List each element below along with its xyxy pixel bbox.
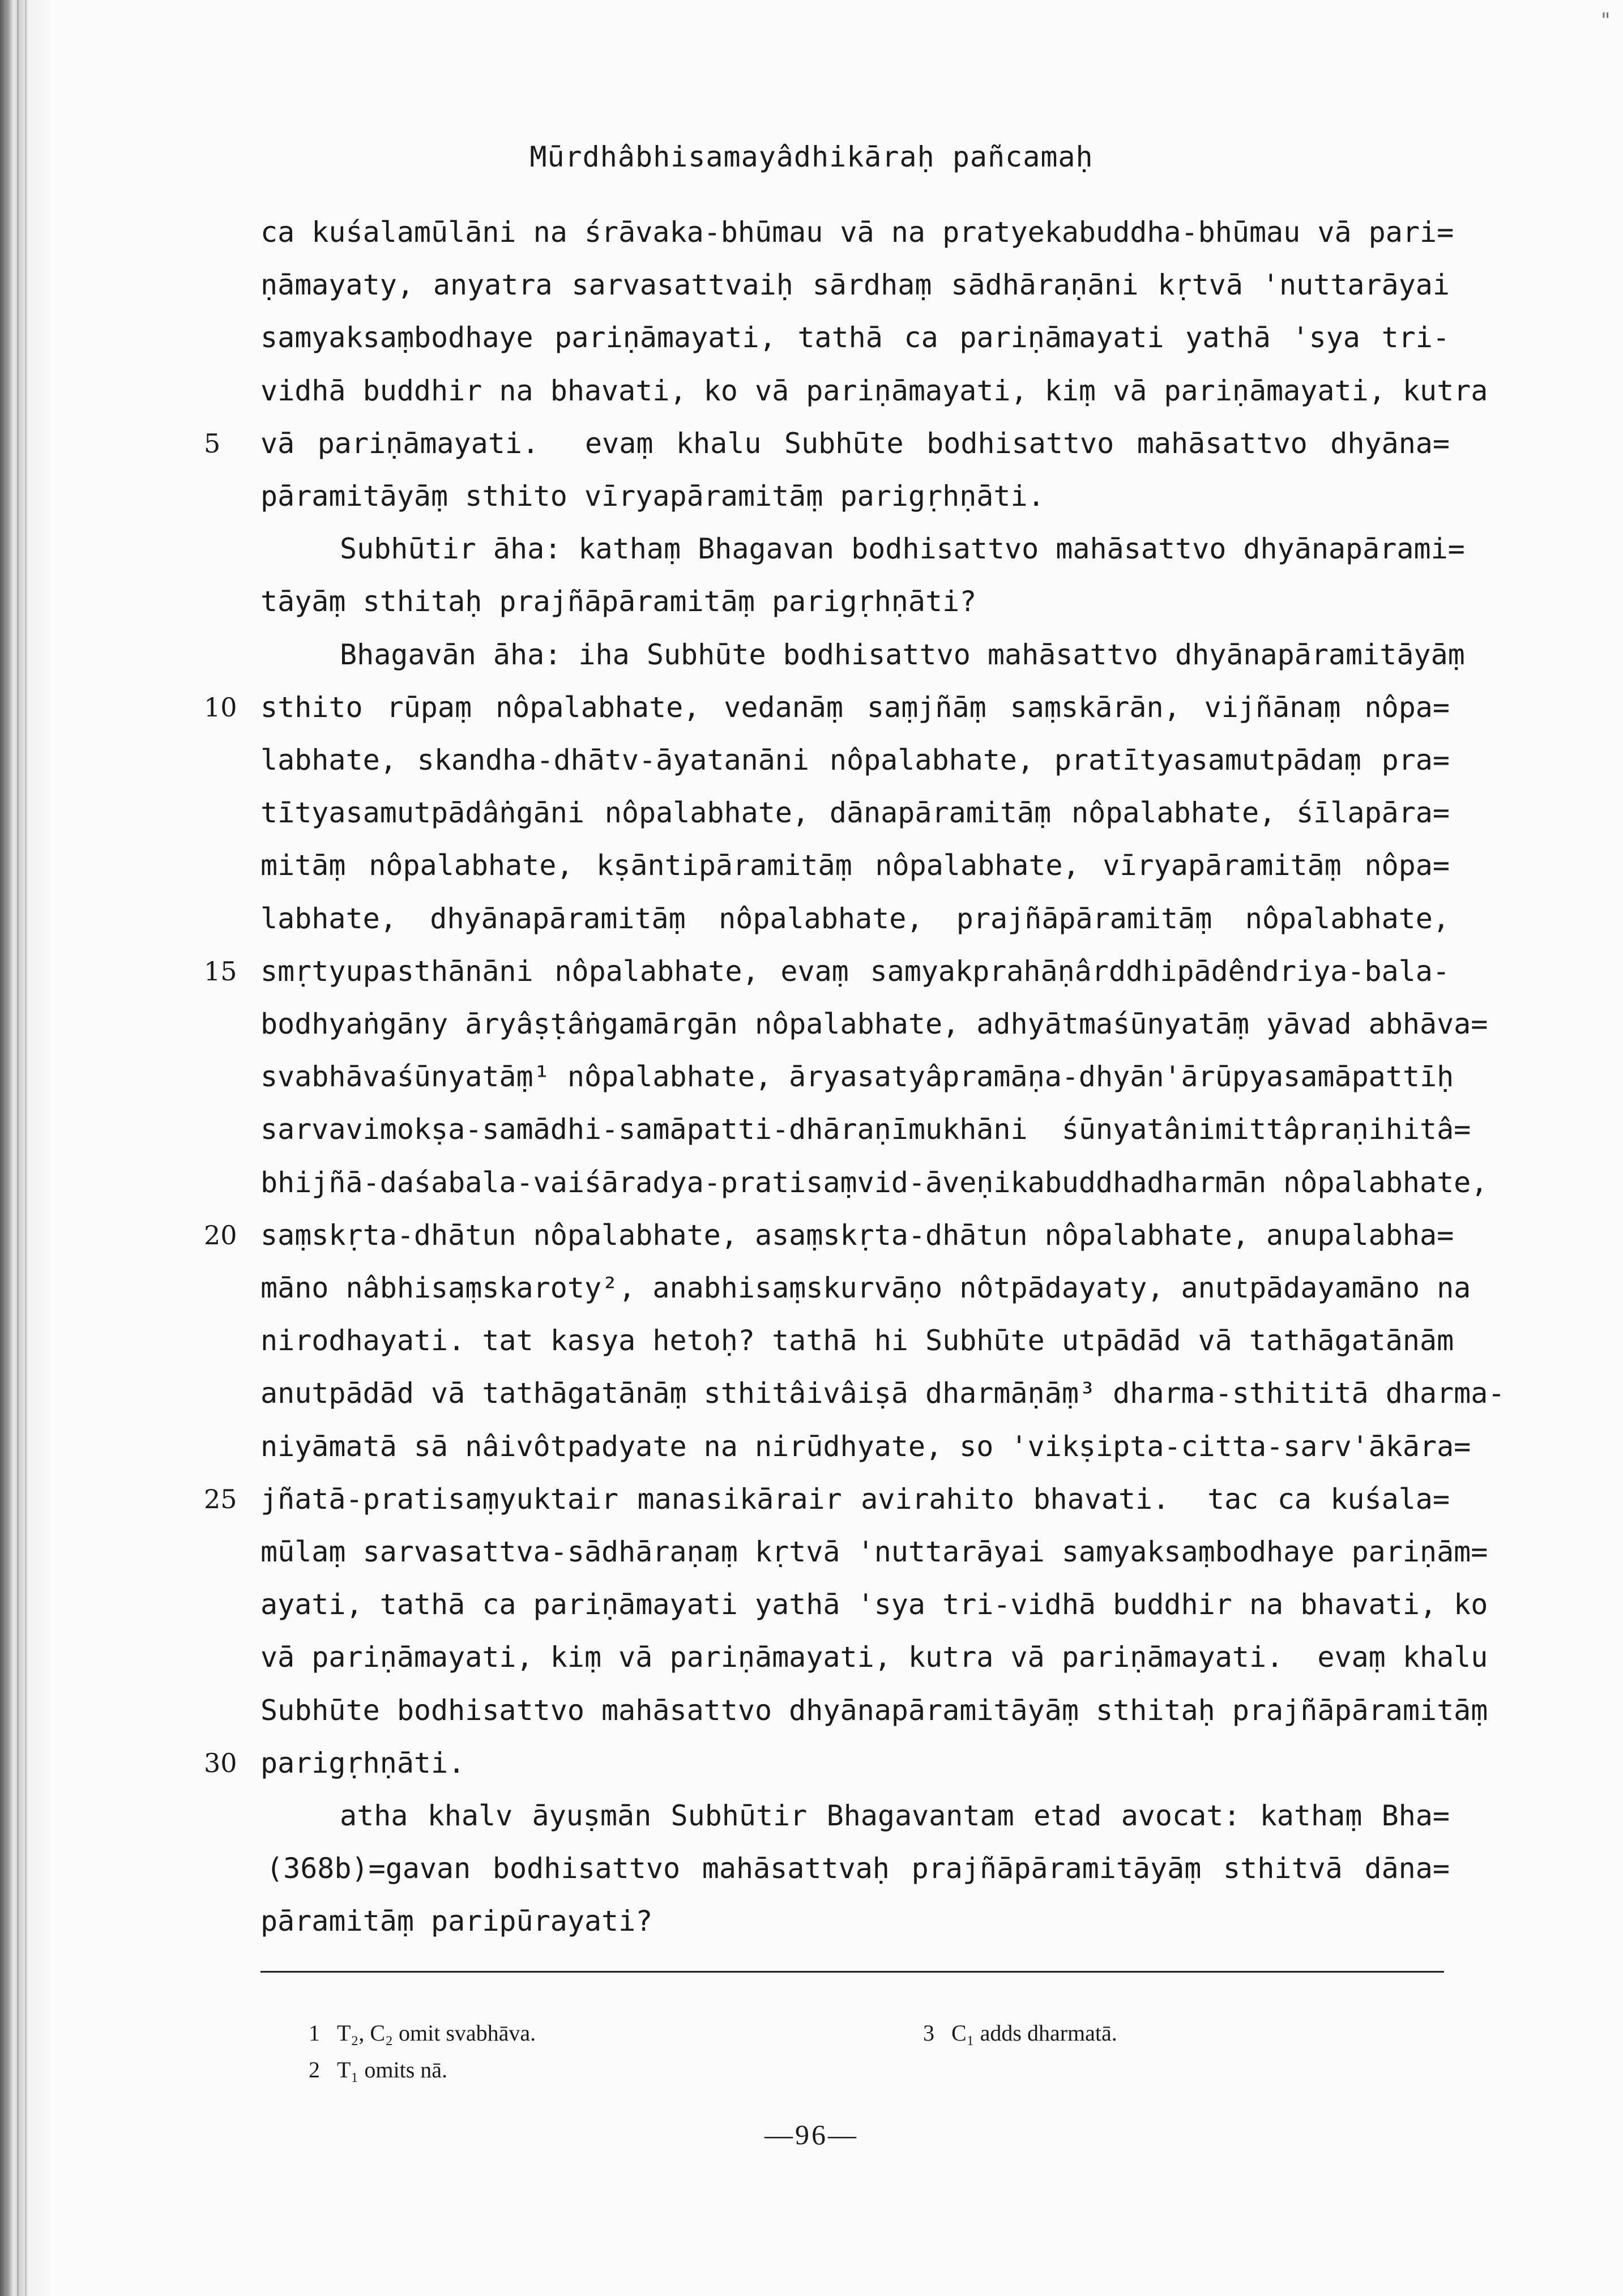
scan-edge-line bbox=[5, 0, 6, 2296]
scan-edge-line bbox=[17, 0, 19, 2296]
text-line: jñatā-pratisaṃyuktair manasikārair avirahito bhavati. tac ca kuśala= bbox=[260, 1483, 1450, 1516]
footnote-text: T₂, C₂ omit svabhāva. bbox=[337, 2020, 536, 2046]
footnote-number: 3 bbox=[923, 2020, 934, 2046]
page-number: —96— bbox=[764, 2119, 859, 2150]
footnote-2 bbox=[297, 2019, 448, 2082]
text-line: atha khalv āyuṣmān Subhūtir Bhagavantam etad avocat: kathaṃ Bha= bbox=[340, 1799, 1450, 1832]
text-line: smṛtyupasthānāni nôpalabhate, evaṃ samyakprahāṇârddhipādêndriya-bala- bbox=[260, 955, 1450, 988]
footnote-text: T₁ omits nā. bbox=[337, 2057, 448, 2082]
line-number: 15 bbox=[204, 956, 237, 987]
page-header: Mūrdhâbhisamayâdhikāraḥ pañcamaḥ bbox=[529, 140, 1094, 173]
text-line: saṃskṛta-dhātun nôpalabhate, asaṃskṛta-dhātun nôpalabhate, anupalabha= bbox=[260, 1219, 1454, 1252]
line-number: 25 bbox=[204, 1484, 237, 1514]
text-line: pāramitāyāṃ sthito vīryapāramitāṃ parigṛhṇāti. bbox=[260, 480, 1045, 513]
footnote-1 bbox=[297, 1982, 536, 2046]
text-line: ayati, tathā ca pariṇāmayati yathā 'sya tri-vidhā buddhir na bhavati, ko bbox=[260, 1588, 1488, 1621]
text-line: vā pariṇāmayati. evaṃ khalu Subhūte bodhisattvo mahāsattvo dhyāna= bbox=[260, 427, 1450, 460]
footnote-number: 1 bbox=[309, 2020, 320, 2046]
text-line: pāramitāṃ paripūrayati? bbox=[260, 1905, 653, 1937]
text-line: (368b)=gavan bodhisattvo mahāsattvaḥ prajñāpāramitāyāṃ sthitvā dāna= bbox=[266, 1852, 1450, 1885]
text-line: svabhāvaśūnyatāṃ¹ nôpalabhate, āryasatyâpramāṇa-dhyān'ārūpyasamāpattīḥ bbox=[260, 1060, 1454, 1093]
scan-edge-line bbox=[25, 0, 27, 2296]
text-line: māno nâbhisaṃskaroty², anabhisaṃskurvāṇo nôtpādayaty, anutpādayamāno na bbox=[260, 1271, 1471, 1304]
line-number: 30 bbox=[204, 1748, 237, 1778]
text-line: bodhyaṅgāny āryâṣṭâṅgamārgān nôpalabhate, adhyātmaśūnyatāṃ yāvad abhāva= bbox=[260, 1008, 1488, 1040]
text-line: nirodhayati. tat kasya hetoḥ? tathā hi Subhūte utpādād vā tathāgatānām bbox=[260, 1324, 1454, 1357]
text-line: ṇāmayaty, anyatra sarvasattvaiḥ sārdhaṃ sādhāraṇāni kṛtvā 'nuttarāyai bbox=[260, 268, 1450, 301]
line-number: 20 bbox=[204, 1220, 237, 1251]
text-line: mūlaṃ sarvasattva-sādhāraṇaṃ kṛtvā 'nuttarāyai samyaksaṃbodhaye pariṇām= bbox=[260, 1535, 1488, 1568]
footnote-rule bbox=[260, 1971, 1444, 1973]
line-number: 5 bbox=[204, 428, 221, 459]
text-line: samyaksaṃbodhaye pariṇāmayati, tathā ca pariṇāmayati yathā 'sya tri- bbox=[260, 321, 1450, 354]
footnote-3 bbox=[912, 1982, 1117, 2046]
line-number: 10 bbox=[204, 692, 237, 723]
footnote-text: C₁ adds dharmatā. bbox=[951, 2020, 1117, 2046]
text-line: Subhūte bodhisattvo mahāsattvo dhyānapāramitāyāṃ sthitaḥ prajñāpāramitāṃ bbox=[260, 1694, 1488, 1727]
text-line: vidhā buddhir na bhavati, ko vā pariṇāmayati, kiṃ vā pariṇāmayati, kutra bbox=[260, 374, 1488, 407]
text-line: sarvavimokṣa-samādhi-samāpatti-dhāraṇīmukhāni śūnyatânimittâpraṇihitâ= bbox=[260, 1113, 1471, 1146]
text-line: tāyāṃ sthitaḥ prajñāpāramitāṃ parigṛhṇāti? bbox=[260, 585, 977, 618]
text-line: mitāṃ nôpalabhate, kṣāntipāramitāṃ nôpalabhate, vīryapāramitāṃ nôpa= bbox=[260, 849, 1450, 882]
text-line: anutpādād vā tathāgatānāṃ sthitâivâiṣā dharmāṇāṃ³ dharma-sthititā dharma- bbox=[260, 1377, 1505, 1410]
text-line: niyāmatā sā nâivôtpadyate na nirūdhyate, so 'vikṣipta-citta-sarv'ākāra= bbox=[260, 1430, 1471, 1463]
text-line: ca kuśalamūlāni na śrāvaka-bhūmau vā na pratyekabuddha-bhūmau vā pari= bbox=[260, 216, 1454, 249]
text-line: labhate, dhyānapāramitāṃ nôpalabhate, prajñāpāramitāṃ nôpalabhate, bbox=[260, 902, 1450, 935]
text-line: vā pariṇāmayati, kiṃ vā pariṇāmayati, kutra vā pariṇāmayati. evaṃ khalu bbox=[260, 1641, 1488, 1674]
text-line: Subhūtir āha: kathaṃ Bhagavan bodhisattvo mahāsattvo dhyānapārami= bbox=[340, 532, 1465, 565]
corner-mark: " bbox=[1599, 9, 1612, 32]
scan-binding-edge bbox=[0, 0, 54, 2296]
text-line: labhate, skandha-dhātv-āyatanāni nôpalabhate, pratītyasamutpādaṃ pra= bbox=[260, 744, 1450, 776]
text-line: parigṛhṇāti. bbox=[260, 1747, 465, 1779]
text-line: sthito rūpaṃ nôpalabhate, vedanāṃ saṃjñāṃ saṃskārān, vijñānaṃ nôpa= bbox=[260, 691, 1450, 724]
footnote-number: 2 bbox=[309, 2057, 320, 2082]
text-line: tītyasamutpādâṅgāni nôpalabhate, dānapāramitāṃ nôpalabhate, śīlapāra= bbox=[260, 796, 1450, 829]
text-line: Bhagavān āha: iha Subhūte bodhisattvo mahāsattvo dhyānapāramitāyāṃ bbox=[340, 638, 1465, 671]
text-line: bhijñā-daśabala-vaiśāradya-pratisaṃvid-āveṇikabuddhadharmān nôpalabhate, bbox=[260, 1166, 1488, 1199]
